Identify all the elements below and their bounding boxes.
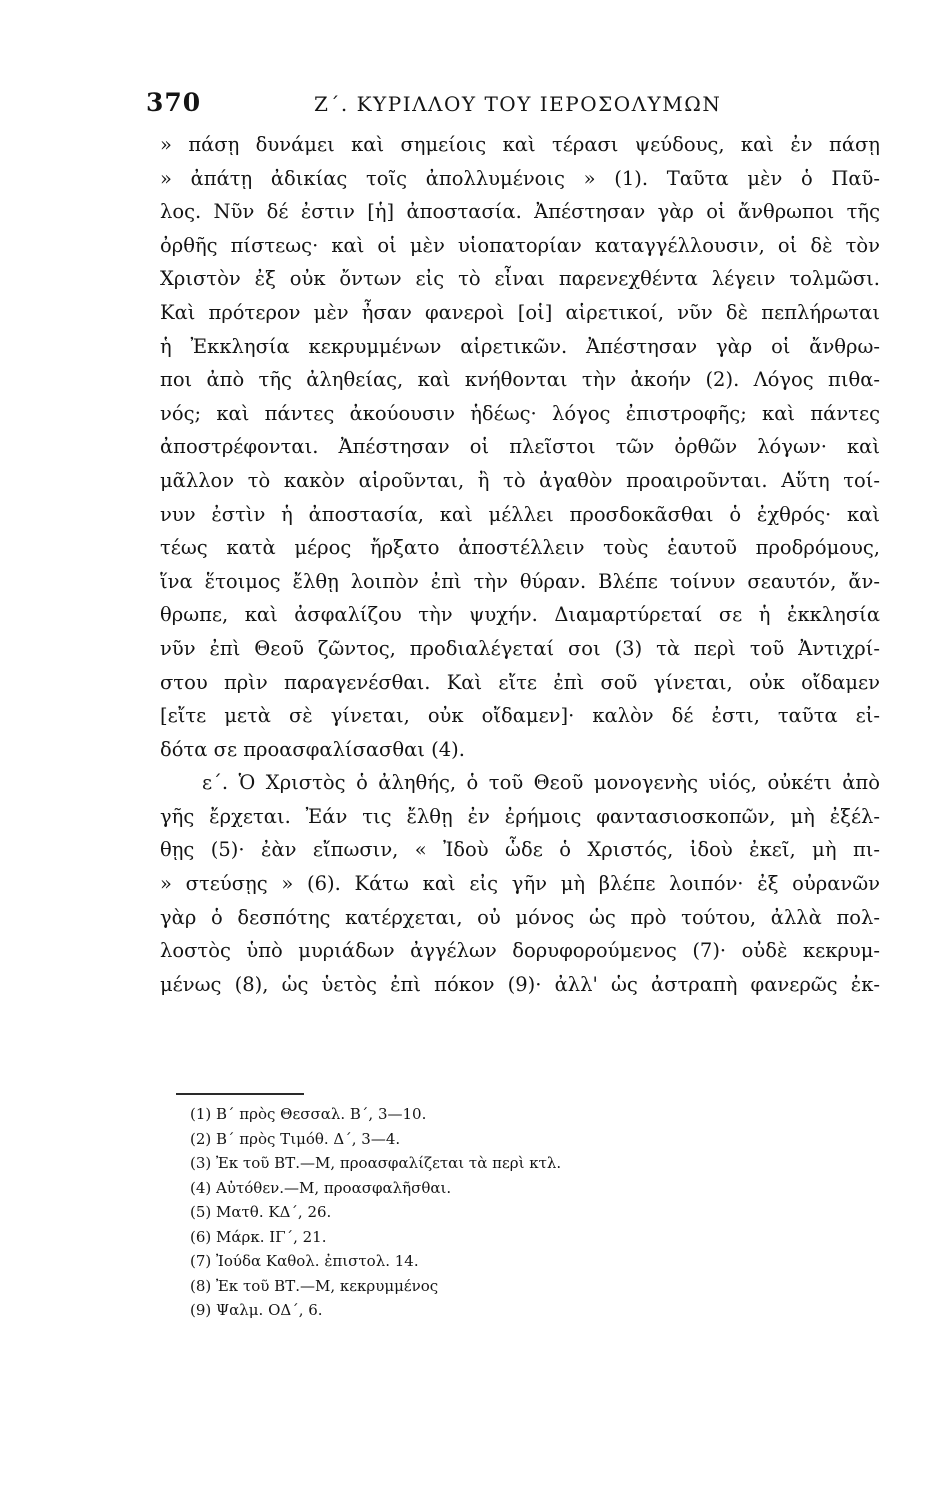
footnote: (4) Αὐτόθεν.—Μ, προασφαλῆσθαι. [190, 1178, 452, 1197]
running-head [146, 88, 866, 122]
page-number: 370 [146, 88, 202, 117]
text-line: Χριστὸν ἐξ οὐκ ὄντων εἰς τὸ εἶναι παρενεχθέντα λέγειν τολμῶσι. [160, 267, 880, 291]
text-line: μένως (8), ὡς ὑετὸς ἐπὶ πόκον (9)· ἀλλ' ὡς ἀστραπὴ φανερῶς ἐκ- [160, 972, 880, 996]
footnote: (2) Β΄ πρὸς Τιμόθ. Δ΄, 3—4. [190, 1129, 401, 1148]
text-line: ποι ἀπὸ τῆς ἀληθείας, καὶ κνήθονται τὴν ἀκοήν (2). Λόγος πιθα- [160, 368, 880, 392]
text-line: ἡ Ἐκκλησία κεκρυμμένων αἱρετικῶν. Ἀπέστησαν γὰρ οἱ ἄνθρω- [160, 334, 880, 358]
text-line: μᾶλλον τὸ κακὸν αἱροῦνται, ἢ τὸ ἀγαθὸν προαιροῦνται. Αὕτη τοί- [160, 468, 880, 492]
running-header-title: Ζ΄. ΚΥΡΙΛΛΟΥ ΤΟΥ ΙΕΡΟΣΟΛΥΜΩΝ [314, 92, 722, 116]
text-line: γῆς ἔρχεται. Ἐάν τις ἔλθῃ ἐν ἐρήμοις φαντασιοσκοπῶν, μὴ ἐξέλ- [160, 804, 880, 828]
footnote: (8) Ἐκ τοῦ ΒΤ.—Μ, κεκρυμμένος [190, 1276, 439, 1295]
text-line: γὰρ ὁ δεσπότης κατέρχεται, οὐ μόνος ὡς πρὸ τούτου, ἀλλὰ πολ- [160, 905, 880, 929]
footnote: (5) Ματθ. ΚΔ΄, 26. [190, 1203, 332, 1221]
footnote: (7) Ἰούδα Καθολ. ἐπιστολ. 14. [190, 1252, 419, 1270]
paragraph-end-line: δότα σε προασφαλίσασθαι (4). [160, 737, 465, 761]
footnote: (9) Ψαλμ. ΟΔ΄, 6. [190, 1301, 323, 1319]
text-line: λος. Νῦν δέ ἐστιν [ἡ] ἀποστασία. Ἀπέστησαν γὰρ οἱ ἄνθρωποι τῆς [160, 200, 880, 224]
text-line: [εἴτε μετὰ σὲ γίνεται, οὐκ οἴδαμεν]· καλὸν δέ ἐστι, ταῦτα εἰ- [160, 704, 880, 728]
text-line: νός; καὶ πάντες ἀκούουσιν ἡδέως· λόγος ἐπιστροφῆς; καὶ πάντες [160, 401, 880, 425]
text-line: ἵνα ἕτοιμος ἔλθῃ λοιπὸν ἐπὶ τὴν θύραν. Βλέπε τοίνυν σεαυτόν, ἄν- [160, 569, 880, 593]
text-line: θῃς (5)· ἐὰν εἴπωσιν, « Ἰδοὺ ὧδε ὁ Χριστός, ἰδοὺ ἐκεῖ, μὴ πι- [160, 838, 880, 862]
footnote-rule [176, 1093, 304, 1095]
text-line: λοστὸς ὑπὸ μυριάδων ἀγγέλων δορυφορούμενος (7)· οὐδὲ κεκρυμ- [160, 939, 880, 963]
footnote: (3) Ἐκ τοῦ ΒΤ.—Μ, προασφαλίζεται τὰ περὶ κτλ. [190, 1154, 562, 1172]
text-line: » στεύσῃς » (6). Κάτω καὶ εἰς γῆν μὴ βλέπε λοιπόν· ἐξ οὐρανῶν [160, 872, 880, 896]
text-line: τέως κατὰ μέρος ἤρξατο ἀποστέλλειν τοὺς ἑαυτοῦ προδρόμους, [160, 536, 880, 560]
text-line: » ἀπάτῃ ἀδικίας τοῖς ἀπολλυμένοις » (1). Ταῦτα μὲν ὁ Παῦ- [160, 166, 880, 190]
text-line: ὀρθῆς πίστεως· καὶ οἱ μὲν υἱοπατορίαν καταγγέλλουσιν, οἱ δὲ τὸν [160, 233, 880, 257]
text-line: νυν ἐστὶν ἡ ἀποστασία, καὶ μέλλει προσδοκᾶσθαι ὁ ἐχθρός· καὶ [160, 502, 880, 526]
text-line: ἀποστρέφονται. Ἀπέστησαν οἱ πλεῖστοι τῶν ὀρθῶν λόγων· καὶ [160, 435, 880, 459]
text-line: Καὶ πρότερον μὲν ἦσαν φανεροὶ [οἱ] αἱρετικοί, νῦν δὲ πεπλήρωται [160, 300, 880, 324]
footnote: (1) Β΄ πρὸς Θεσσαλ. Β΄, 3—10. [190, 1105, 427, 1123]
footnote: (6) Μάρκ. ΙΓ΄, 21. [190, 1227, 327, 1246]
main-text [160, 128, 880, 1001]
text-line: στου πρὶν παραγενέσθαι. Καὶ εἴτε ἐπὶ σοῦ γίνεται, οὐκ οἴδαμεν [160, 670, 880, 694]
text-line: » πάσῃ δυνάμει καὶ σημείοις καὶ τέρασι ψεύδους, καὶ ἐν πάσῃ [160, 133, 880, 156]
footnotes [190, 1102, 790, 1323]
text-line: νῦν ἐπὶ Θεοῦ ζῶντος, προδιαλέγεταί σοι (3) τὰ περὶ τοῦ Ἀντιχρί- [160, 636, 880, 660]
text-line: θρωπε, καὶ ἀσφαλίζου τὴν ψυχήν. Διαμαρτύρεταί σε ἡ ἐκκλησία [160, 603, 880, 627]
section-start-line: ε΄. Ὁ Χριστὸς ὁ ἀληθής, ὁ τοῦ Θεοῦ μονογενὴς υἱός, οὐκέτι ἀπὸ [202, 771, 880, 795]
